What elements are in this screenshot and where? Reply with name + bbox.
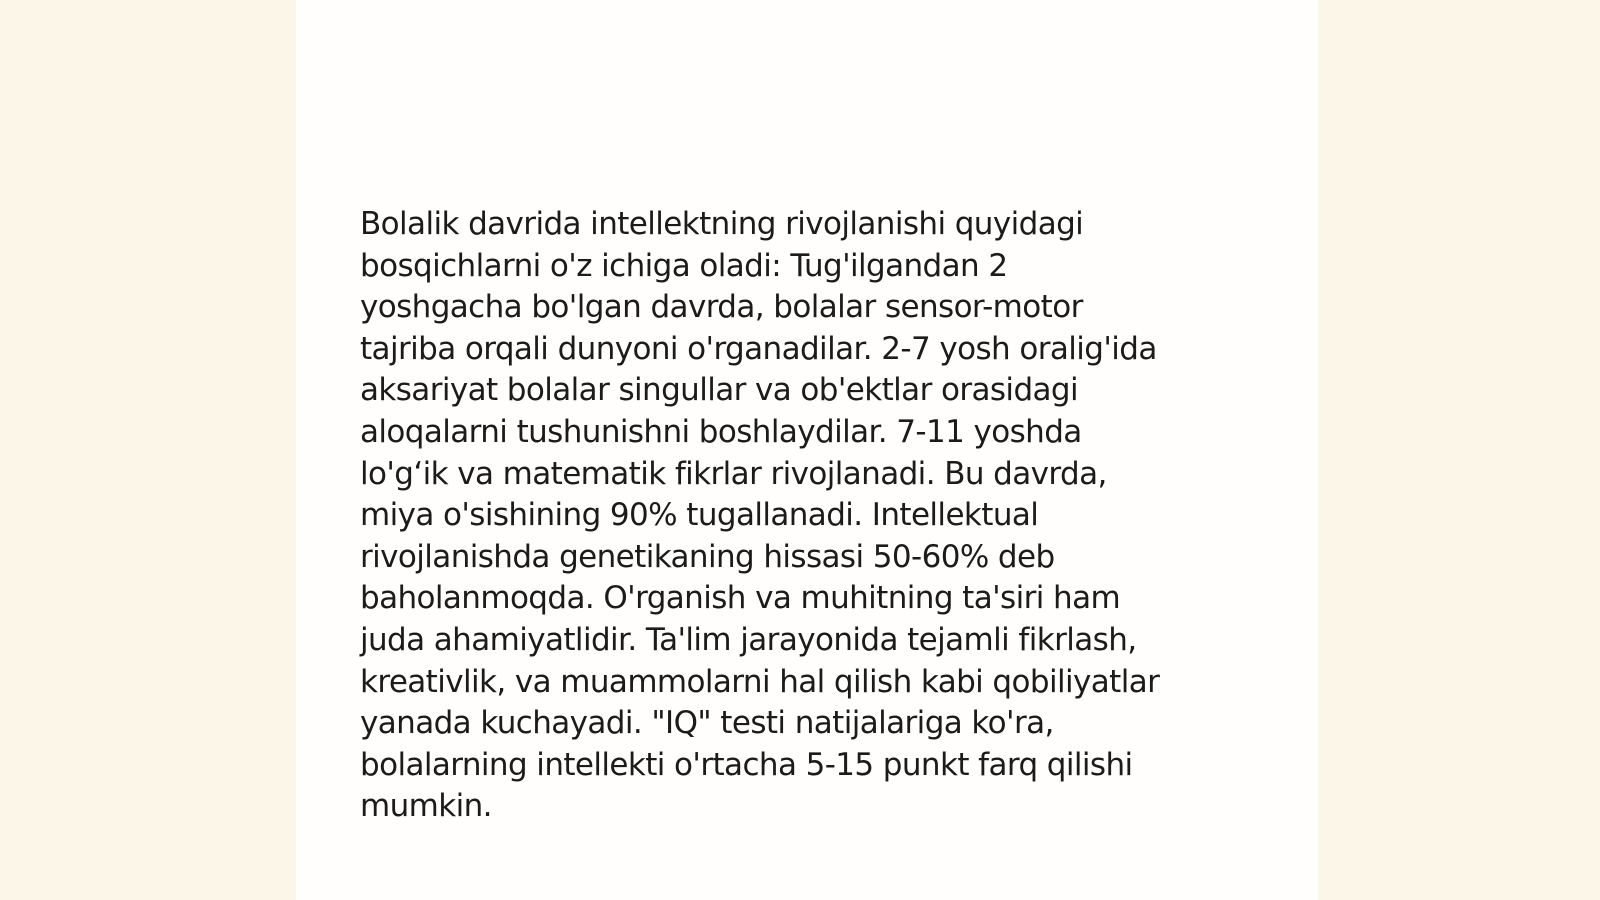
body-paragraph: Bolalik davrida intellektning rivojlanishi quyidagi bosqichlarni o'z ichiga oladi: Tug'ilgandan 2 yoshgacha bo'lgan davrda, bolalar sensor-motor tajriba orqali dunyoni o'rganadilar. 2-7 yosh oralig'ida aksariyat bolalar singullar va ob'ektlar orasidagi aloqalarni tushunishni boshlaydilar. 7-11 yoshda lo'g‘ik va matematik fikrlar rivojlanadi. Bu davrda, miya o'sishining 90% tugallanadi. Intellektual rivojlanishda genetikaning hissasi 50-60% deb baholanmoqda. O'rganish va muhitning ta'siri ham juda ahamiyatlidir. Ta'lim jarayonida tejamli fikrlash, kreativlik, va muammolarni hal qilish kabi qobiliyatlar yanada kuchayadi. "IQ" testi natijalariga ko'ra, bolalarning intellekti o'rtacha 5-15 punkt farq qilishi mumkin. [360,206,1160,825]
document-page [296,0,1318,900]
